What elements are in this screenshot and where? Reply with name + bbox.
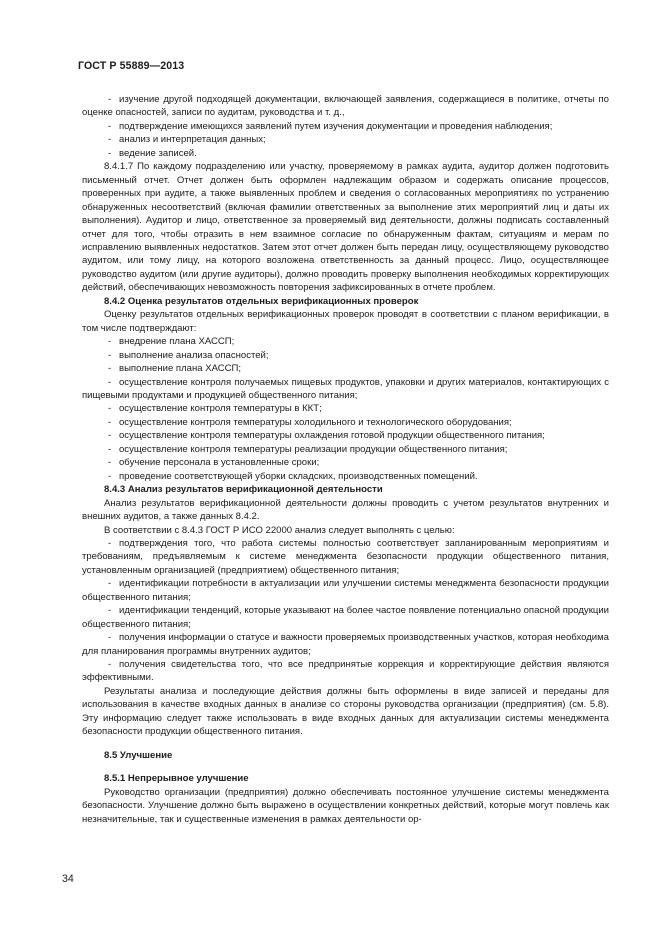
dash-bullet: - [108,457,112,469]
list-item [82,120,609,133]
paragraph: Анализ результатов верификационной деятельности должны проводить с учетом результатов внутренних и внешних аудитов, а также данных 8.4.2. [82,497,609,523]
list-item-text: подтверждения того, что работа системы полностью соответствует запланированным мероприятиям и требованиям, предъявляемым к системе менеджмента безопасности продукции общественного питания, установленным организацией (предприятием) общественного питания; [82,537,609,576]
section-heading: 8.5 Улучшение [104,749,173,761]
list-item-text: получения свидетельства того, что все предпринятые коррекция и корректирующие действия являются эффективными. [82,659,609,684]
list-item [82,376,609,403]
list-item [82,147,609,160]
list-item [82,577,609,604]
dash-bullet: - [108,659,112,671]
list-item-text: ведение записей. [119,147,197,159]
list-item [82,335,609,348]
list-item [82,456,609,469]
list-item-text: осуществление контроля температуры в ККТ; [119,403,322,415]
list-item-text: анализ и интерпретация данных; [119,134,266,146]
list-item [82,416,609,429]
paragraph: В соответствии с 8.4.3 ГОСТ Р ИСО 22000 анализ следует выполнять с целью: [104,524,455,536]
dash-bullet: - [108,578,112,590]
dash-bullet: - [108,376,112,388]
list-item [82,537,609,577]
list-item [82,631,609,658]
dash-bullet: - [108,537,112,549]
list-item-text: осуществление контроля температуры реализации продукции общественного питания; [119,443,508,455]
list-item-text: изучение другой подходящей документации, включающей заявления, содержащиеся в политике, отчеты по оценке опасностей, записи по аудитам, руководства и т. д., [82,94,609,119]
list-item-text: получения информации о статусе и важности проверяемых производственных участков, которая необходима для планирования программы внутренних аудитов; [82,632,609,657]
list-item-text: обучение персонала в установленные сроки; [119,457,320,469]
document-header: ГОСТ Р 55889—2013 [78,60,185,72]
dash-bullet: - [108,443,112,455]
dash-bullet: - [108,403,112,415]
list-item-text: выполнение анализа опасностей; [119,349,269,361]
list-item-text: выполнение плана ХАССП; [119,363,242,375]
list-item-text: идентификации тенденций, которые указывают на более частое появление потенциально опасной продукции общественного питания; [82,605,609,630]
paragraph: Результаты анализа и последующие действия должны быть оформлены в виде записей и переданы для использования в качестве входных данных в анализе со стороны руководства организации (предприятия) (см. 5.8). Эту информацию следует также использовать в виде входных данных для актуализации системы менеджмента безопасности продукции общественного питания. [82,685,609,738]
dash-bullet: - [108,363,112,375]
section-heading: 8.4.2 Оценка результатов отдельных верификационных проверок [104,295,419,307]
dash-bullet: - [108,134,112,146]
list-item [82,470,609,483]
list-item [82,429,609,442]
list-item-text: идентификации потребности в актуализации или улучшении системы менеджмента безопасности продукции общественного питания; [82,578,609,603]
section-spacer [82,739,609,749]
list-item [82,349,609,362]
list-item [82,362,609,375]
paragraph: Оценку результатов отдельных верификационных проверок проводят в соответствии с планом верификации, в том числе подтверждают: [82,309,609,334]
list-item [82,402,609,415]
dash-bullet: - [108,430,112,442]
list-item-text: подтверждение имеющихся заявлений путем изучения документации и проведения наблюдения; [119,120,553,132]
dash-bullet: - [108,605,112,617]
list-item-text: осуществление контроля температуры охлаждения готовой продукции общественного питания; [119,430,545,442]
dash-bullet: - [108,416,112,428]
section-heading: 8.4.3 Анализ результатов верификационной деятельности [104,484,383,496]
page-number: 34 [62,873,74,885]
section-spacer [82,762,609,772]
dash-bullet: - [108,632,112,644]
list-item-text: внедрение плана ХАССП; [119,336,235,348]
dash-bullet: - [108,470,112,482]
list-item [82,658,609,685]
paragraph: 8.4.1.7 По каждому подразделению или участку, проверяемому в рамках аудита, аудитор должен подготовить письменный отчет. Отчет должен быть оформлен надлежащим образом и содержать описание процессов, проверенных при аудите, а также выявленных проблем и сведения о согласованных мероприятиях по устранению обнаруженных несоответствий (включая фамилии ответственных за выполнение этих мероприятий лиц и даты их выполнения). Аудитор и лицо, ответственное за проверяемый вид деятельности, должны подписать составленный отчет для того, чтобы отразить в нем взаимное согласие по обнаруженным фактам, ситуациям и мерам по исправлению выявленных недостатков. Затем этот отчет должен быть передан лицу, осуществляющему руководство аудитом, или тому лицу, на которого возложена ответственность за данный процесс. Лицо, осуществляющее руководство аудитом (или другие аудиторы), должно проводить проверку выполнения необходимых корректирующих действий, обеспечивающих невозможность повторения зафиксированных в отчете проблем. [82,161,609,294]
dash-bullet: - [108,147,112,159]
dash-bullet: - [108,336,112,348]
list-item [82,604,609,631]
document-body [82,93,609,826]
list-item-text: осуществление контроля получаемых пищевых продуктов, упаковки и других материалов, контактирующих с пищевыми продуктами и продукцией общественного питания; [82,376,609,401]
dash-bullet: - [108,94,112,105]
list-item [82,93,609,120]
list-item-text: осуществление контроля температуры холодильного и технологического оборудования; [119,416,512,428]
list-item-text: проведение соответствующей уборки складских, производственных помещений. [119,470,478,482]
section-heading: 8.5.1 Непрерывное улучшение [104,773,249,785]
list-item [82,133,609,146]
dash-bullet: - [108,120,112,132]
list-item [82,443,609,456]
paragraph: Руководство организации (предприятия) должно обеспечивать постоянное улучшение системы менеджмента безопасности. Улучшение должно быть выражено в осуществлении конкретных действий, которые могут повлечь как незначительные, так и существенные изменения в рамках деятельности ор- [82,786,609,825]
dash-bullet: - [108,349,112,361]
